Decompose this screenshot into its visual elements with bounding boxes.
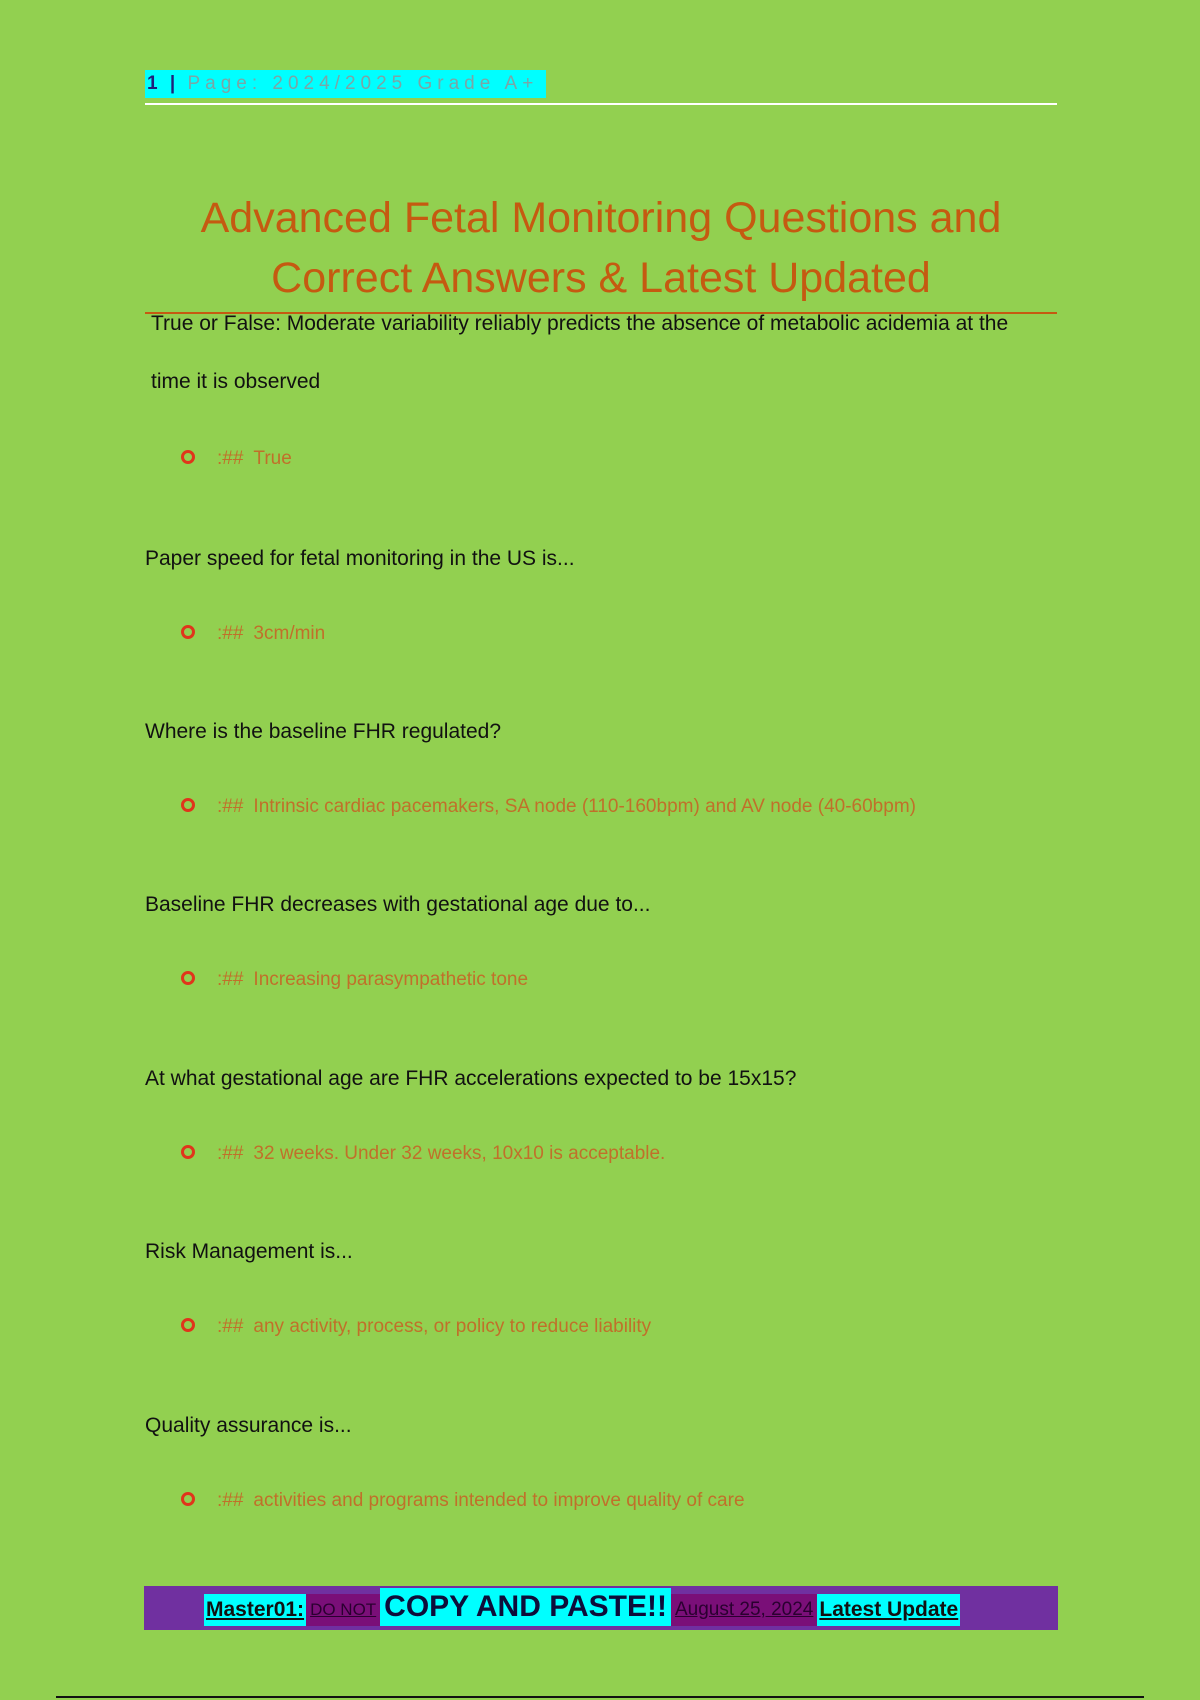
question-6: Risk Management is...: [145, 1240, 353, 1263]
circle-bullet-icon: [181, 798, 195, 812]
question-2: Paper speed for fetal monitoring in the US is...: [145, 547, 575, 570]
answer-prefix: :##: [217, 448, 244, 469]
qa-item-3: [145, 703, 1045, 817]
question-5: At what gestational age are FHR accelerations expected to be 15x15?: [145, 1067, 797, 1090]
circle-bullet-icon: [181, 625, 195, 639]
question-1: True or False: Moderate variability reliably predicts the absence of metabolic acidemia at the time it is observed: [151, 312, 1009, 393]
footer-do-not: DO NOT: [306, 1594, 380, 1626]
answer-text: activities and programs intended to improve quality of care: [253, 1490, 745, 1511]
footer-latest-update: Latest Update: [817, 1594, 960, 1626]
question-3: Where is the baseline FHR regulated?: [145, 720, 502, 743]
circle-bullet-icon: [181, 1492, 195, 1506]
answer-text: 32 weeks. Under 32 weeks, 10x10 is acceptable.: [253, 1143, 666, 1164]
footer-text: [204, 1590, 960, 1626]
answer-prefix: :##: [217, 1490, 244, 1511]
qa-item-7: [145, 1397, 1045, 1511]
page-grade-label: Page: 2024/2025 Grade A+: [187, 73, 539, 94]
footer-banner: [144, 1586, 1058, 1630]
answer-text: any activity, process, or policy to reduce liability: [253, 1316, 652, 1337]
answer-text: Intrinsic cardiac pacemakers, SA node (110-160bpm) and AV node (40-60bpm): [253, 796, 916, 817]
circle-bullet-icon: [181, 450, 195, 464]
document-title: Advanced Fetal Monitoring Questions and Correct Answers & Latest Updated: [145, 188, 1057, 314]
qa-item-5: [145, 1050, 1045, 1164]
footer-copy-paste-warning: COPY AND PASTE!!: [380, 1588, 671, 1626]
answer-text: 3cm/min: [253, 623, 326, 644]
answer-text: True: [253, 448, 292, 469]
question-7: Quality assurance is...: [145, 1414, 352, 1437]
answer-2: [181, 622, 325, 646]
answer-7: [181, 1489, 745, 1513]
answer-text: Increasing parasympathetic tone: [253, 969, 529, 990]
answer-3: [181, 795, 916, 819]
circle-bullet-icon: [181, 1318, 195, 1332]
answer-5: [181, 1142, 665, 1166]
answer-prefix: :##: [217, 1316, 244, 1337]
page-bottom-rule: [56, 1696, 1144, 1698]
answer-prefix: :##: [217, 623, 244, 644]
answer-prefix: :##: [217, 969, 244, 990]
circle-bullet-icon: [181, 1145, 195, 1159]
qa-item-4: [145, 876, 1045, 990]
footer-date: August 25, 2024: [671, 1594, 817, 1626]
answer-prefix: :##: [217, 796, 244, 817]
question-4: Baseline FHR decreases with gestational age due to...: [145, 893, 651, 916]
page-number-separator: |: [169, 73, 178, 94]
footer-master-label: Master01:: [204, 1594, 306, 1626]
qa-item-1: [145, 295, 1045, 469]
qa-item-2: [145, 530, 1045, 644]
page-header-label: [145, 70, 546, 98]
answer-prefix: :##: [217, 1143, 244, 1164]
qa-item-6: [145, 1223, 1045, 1337]
answer-4: [181, 968, 528, 992]
answer-1: [181, 447, 292, 471]
answer-6: [181, 1315, 651, 1339]
circle-bullet-icon: [181, 971, 195, 985]
page-header: [145, 70, 1057, 105]
page-number: 1: [147, 73, 160, 94]
